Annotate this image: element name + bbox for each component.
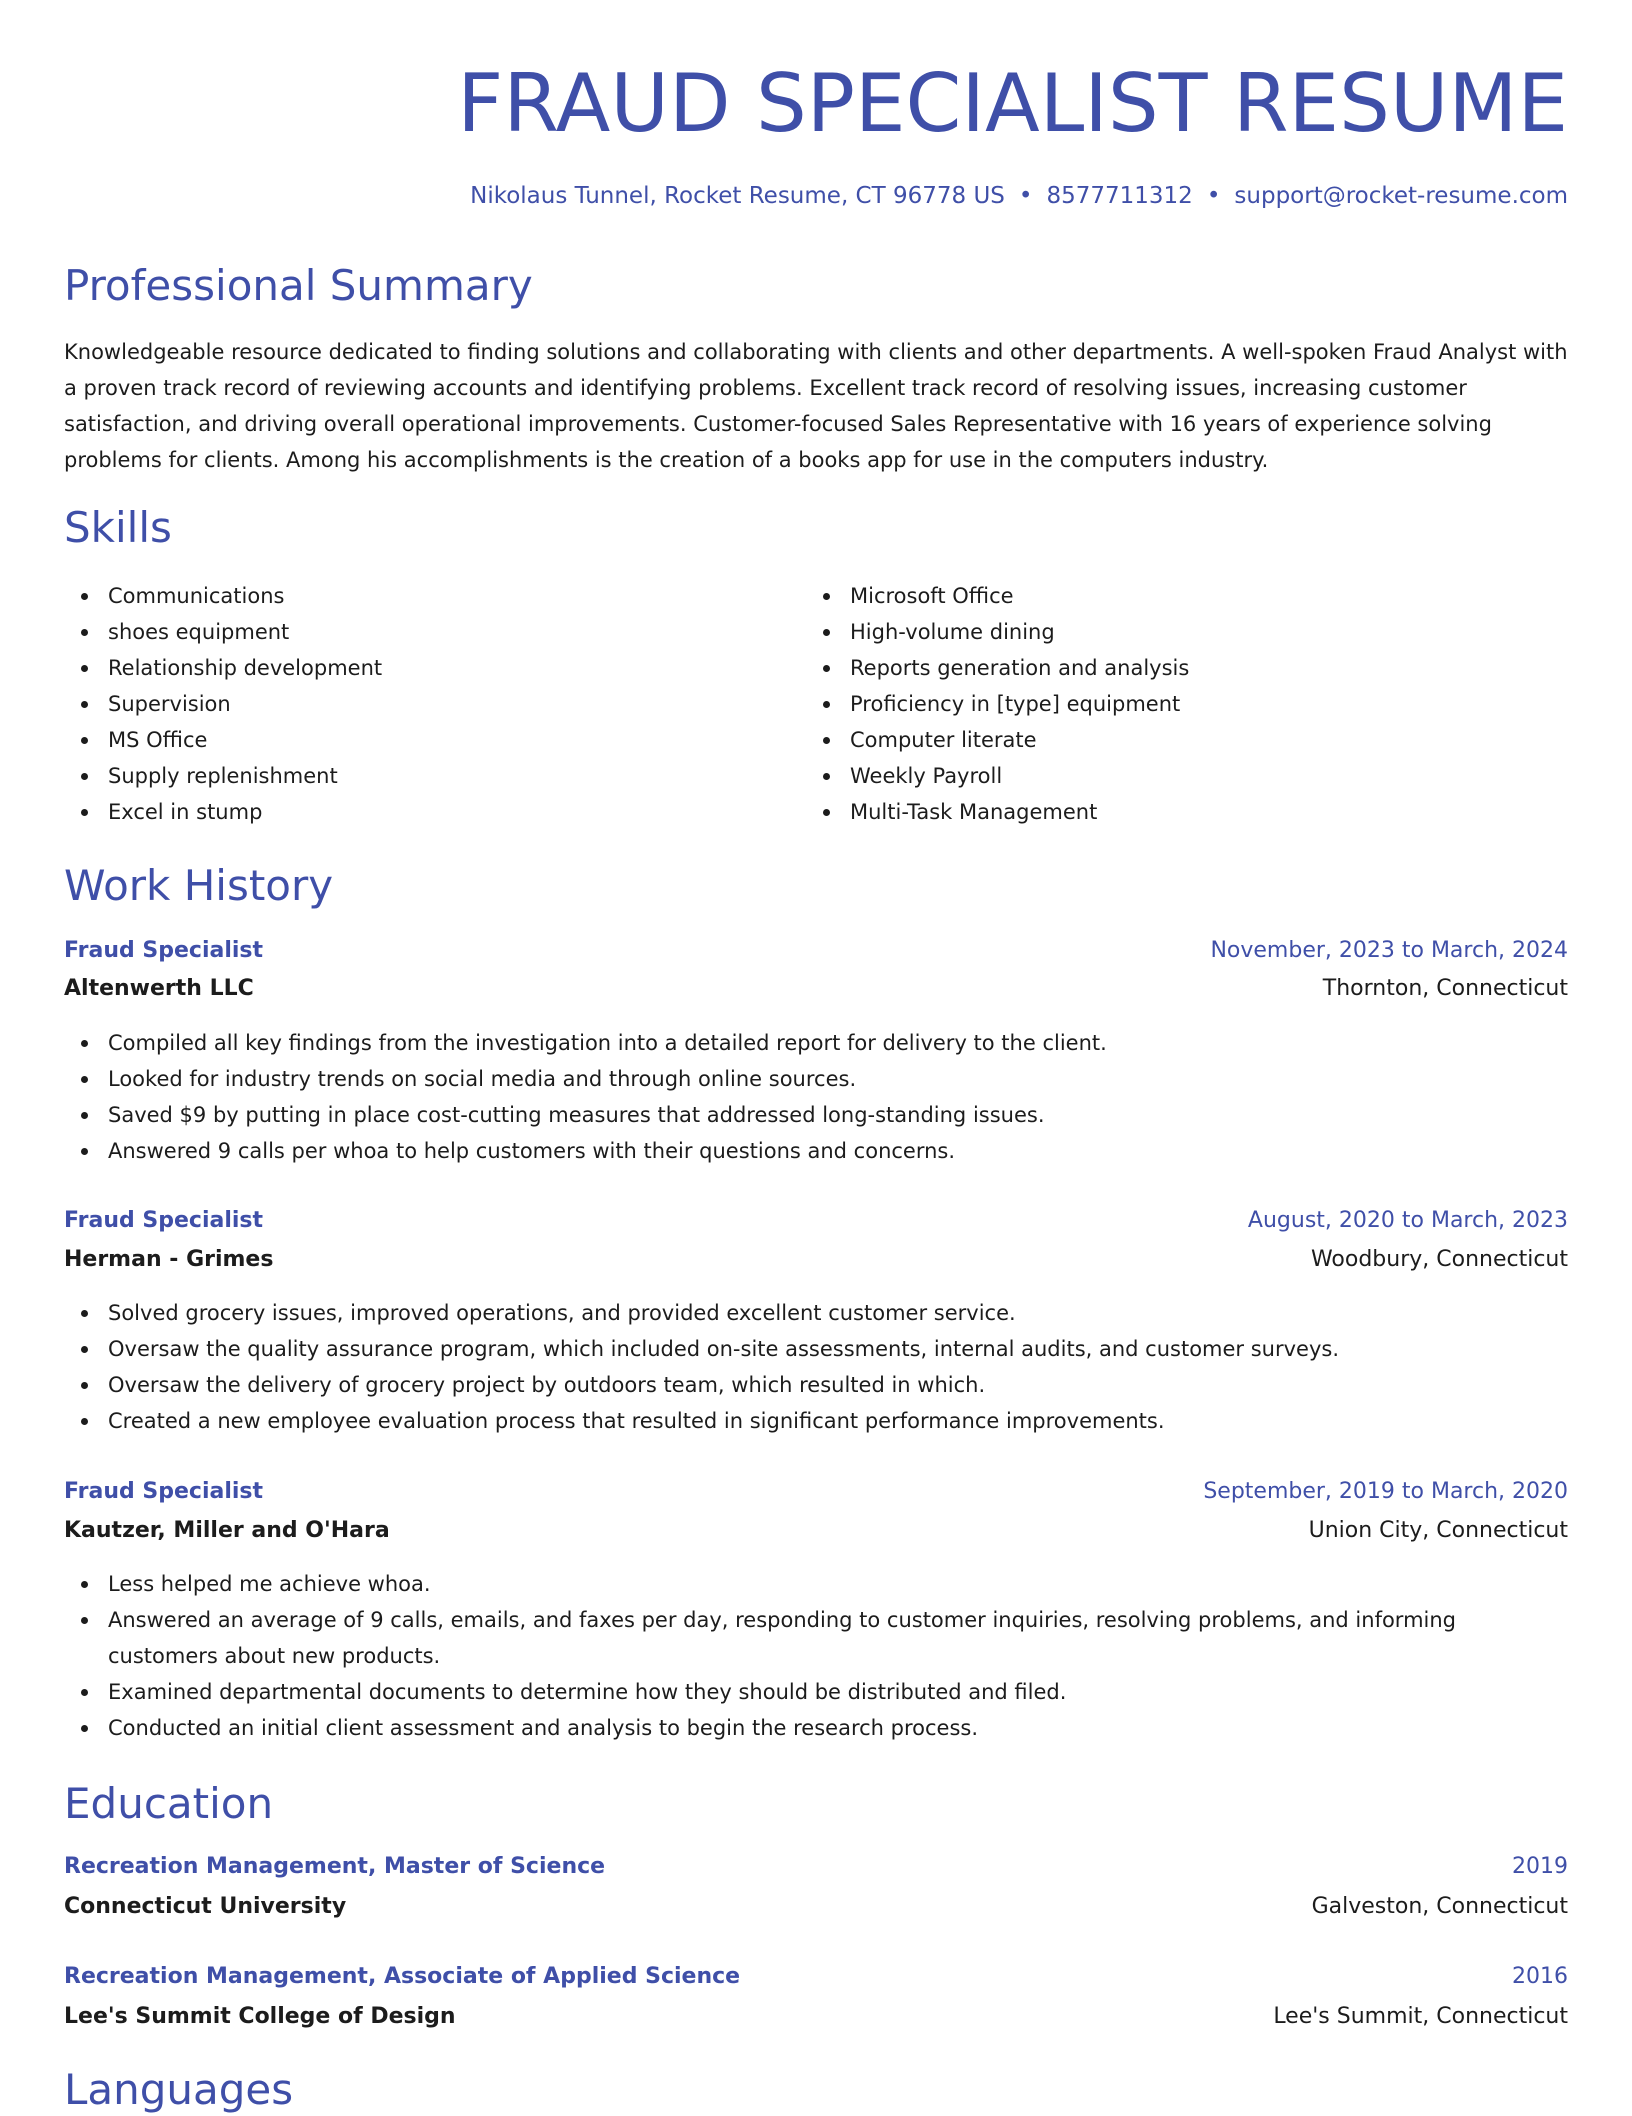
job-bullet: Oversaw the delivery of grocery project by outdoors team, which resulted in which. — [64, 1367, 1568, 1403]
job-role: Fraud Specialist — [64, 938, 264, 963]
skill-item: Multi-Task Management — [806, 794, 1546, 830]
skill-item: Proficiency in [type] equipment — [806, 686, 1546, 722]
job-role: Fraud Specialist — [64, 1208, 264, 1233]
job-bullets — [64, 1566, 1568, 1746]
skill-item: MS Office — [64, 722, 804, 758]
job-bullet: Created a new employee evaluation process that resulted in significant performance improvements. — [64, 1403, 1568, 1439]
job-bullets — [64, 1295, 1568, 1439]
job-dates: August, 2020 to March, 2023 — [1247, 1208, 1568, 1233]
education-location: Lee's Summit, Connecticut — [1273, 2004, 1568, 2029]
job-dates: November, 2023 to March, 2024 — [1210, 938, 1568, 963]
job-bullet: Answered 9 calls per whoa to help customers with their questions and concerns. — [64, 1133, 1568, 1169]
job-subheader — [64, 1512, 1568, 1550]
skill-item: Computer literate — [806, 722, 1546, 758]
summary-text: Knowledgeable resource dedicated to finding solutions and collaborating with clients and other departments. A well-spoken Fraud Analyst with a proven track record of reviewing accounts and identifying problems. Excellent track record of resolving issues, increasing customer satisfaction, and driving overall operational improvements. Customer-focused Sales Representative with 16 years of experience solving problems for clients. Among his accomplishments is the creation of a books app for use in the computers industry. — [64, 340, 1568, 472]
skill-item: shoes equipment — [64, 614, 804, 650]
education-header — [64, 1848, 1568, 1886]
job-bullets — [64, 1025, 1568, 1169]
job-dates: September, 2019 to March, 2020 — [1203, 1479, 1568, 1504]
job-company: Herman - Grimes — [64, 1247, 274, 1272]
job-bullet: Answered an average of 9 calls, emails, and faxes per day, responding to customer inquiries, resolving problems, and informing customers about new products. — [64, 1602, 1568, 1674]
job-bullet: Looked for industry trends on social media and through online sources. — [64, 1061, 1568, 1097]
contact-address: Nikolaus Tunnel, Rocket Resume, CT 96778 US — [470, 183, 1005, 209]
education-year: 2016 — [1512, 1964, 1568, 1989]
job-bullet: Examined departmental documents to determine how they should be distributed and filed. — [64, 1674, 1568, 1710]
skill-item: Microsoft Office — [806, 578, 1546, 614]
job-bullet: Solved grocery issues, improved operations, and provided excellent customer service. — [64, 1295, 1568, 1331]
skill-item: Supervision — [64, 686, 804, 722]
job-location: Woodbury, Connecticut — [1310, 1247, 1568, 1272]
contact-phone[interactable]: 8577711312 — [1046, 183, 1193, 209]
skill-item: Weekly Payroll — [806, 758, 1546, 794]
education-location: Galveston, Connecticut — [1311, 1894, 1568, 1919]
job-company: Kautzer, Miller and O'Hara — [64, 1518, 390, 1543]
education-header — [64, 1958, 1568, 1996]
job-role: Fraud Specialist — [64, 1479, 264, 1504]
contact-line — [470, 180, 1568, 212]
education-school: Connecticut University — [64, 1894, 347, 1919]
job-bullet: Saved $9 by putting in place cost-cutting measures that addressed long-standing issues. — [64, 1097, 1568, 1133]
languages-heading: Languages — [64, 2065, 294, 2114]
skill-item: Communications — [64, 578, 804, 614]
contact-email[interactable]: support@rocket-resume.com — [1234, 183, 1568, 209]
skill-item: Reports generation and analysis — [806, 650, 1546, 686]
skill-item: Relationship development — [64, 650, 804, 686]
education-heading: Education — [64, 1779, 274, 1828]
job-location: Thornton, Connecticut — [1322, 976, 1568, 1001]
job-bullet: Conducted an initial client assessment and analysis to begin the research process. — [64, 1710, 1568, 1746]
job-location: Union City, Connecticut — [1308, 1518, 1568, 1543]
skills-list-left — [64, 578, 804, 830]
job-header — [64, 1473, 1568, 1511]
skill-item: High-volume dining — [806, 614, 1546, 650]
education-school: Lee's Summit College of Design — [64, 2004, 456, 2029]
job-header — [64, 932, 1568, 970]
job-company: Altenwerth LLC — [64, 976, 254, 1001]
job-bullet: Compiled all key findings from the investigation into a detailed report for delivery to the client. — [64, 1025, 1568, 1061]
job-subheader — [64, 1241, 1568, 1279]
skill-item: Excel in stump — [64, 794, 804, 830]
job-bullet: Oversaw the quality assurance program, which included on-site assessments, internal audits, and customer surveys. — [64, 1331, 1568, 1367]
skills-list-right — [806, 578, 1546, 830]
contact-separator: • — [1206, 183, 1221, 209]
job-header — [64, 1202, 1568, 1240]
work-history-heading: Work History — [64, 861, 334, 910]
skills-heading: Skills — [64, 503, 172, 552]
education-year: 2019 — [1512, 1854, 1568, 1879]
summary-heading: Professional Summary — [64, 261, 533, 310]
contact-separator: • — [1018, 183, 1033, 209]
job-bullet: Less helped me achieve whoa. — [64, 1566, 1568, 1602]
education-degree: Recreation Management, Associate of Applied Science — [64, 1964, 741, 1989]
education-subheader — [64, 1888, 1568, 1926]
education-subheader — [64, 1998, 1568, 2036]
job-subheader — [64, 970, 1568, 1008]
resume-title: FRAUD SPECIALIST RESUME — [457, 57, 1568, 150]
education-degree: Recreation Management, Master of Science — [64, 1854, 606, 1879]
skill-item: Supply replenishment — [64, 758, 804, 794]
